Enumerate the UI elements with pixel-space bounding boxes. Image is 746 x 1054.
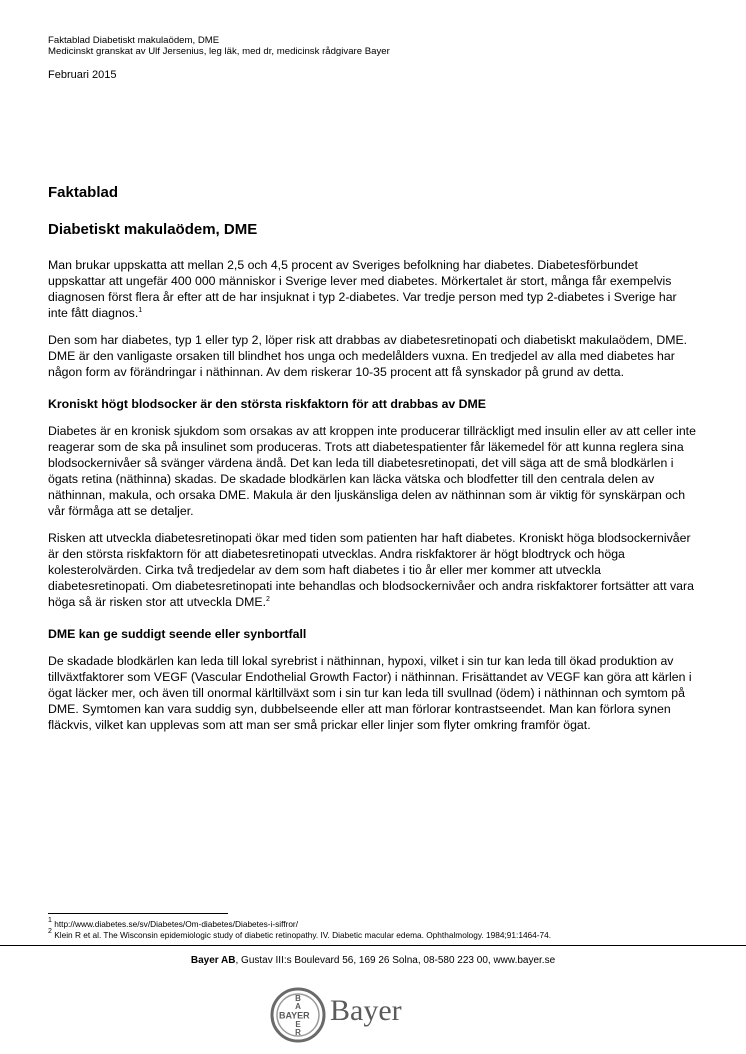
svg-text:B: B <box>295 994 301 1003</box>
section-heading: Kroniskt högt blodsocker är den största riskfaktorn för att drabbas av DME <box>48 397 486 411</box>
paragraph: Den som har diabetes, typ 1 eller typ 2, löper risk att drabbas av diabetesretinopati och diabetiskt makulaödem, DME. DME är den vanligaste orsaken till blindhet hos unga och medelålders vuxna. En tredjedel av alla med diabetes har någon form av förändringar i näthinnan. Av dem riskerar 10-35 procent att få synskador på grund av detta. <box>48 333 688 379</box>
footnotes <box>48 919 551 941</box>
logo-cross-horizontal: BAYER <box>279 1010 310 1021</box>
svg-text:E: E <box>295 1020 301 1029</box>
body-text <box>48 257 698 744</box>
footer-divider <box>0 945 746 946</box>
bayer-cross-icon <box>270 987 326 1043</box>
footnote-ref[interactable]: 1 <box>138 307 143 314</box>
paragraph: De skadade blodkärlen kan leda till lokal syrebrist i näthinnan, hypoxi, vilket i sin tur kan leda till ökad produktion av tillväxtfaktorer som VEGF (Vascular Endothelial Growth Factor) i näthinnan. Frisättandet av VEGF kan göra att kärlen i ögat läcker mer, och även till onormal kärltillväxt som i sin tur kan leda till svullnad (ödem) i näthinnan och symtom på DME. Symtomen kan vara suddig syn, dubbelseende eller att man förlorar kontrastseendet. Man kan förlora synen fläckvis, vilket kan upplevas som att man ser små prickar eller linjer som flyter omkring framför ögat. <box>48 654 692 732</box>
paragraph: Man brukar uppskatta att mellan 2,5 och 4,5 procent av Sveriges befolkning har diabetes. Diabetesförbundet uppskattar att ungefär 400 000 människor i Sverige lever med diabetes. Mörkertalet är stort, många får exempelvis diagnosen först flera år efter att de har insjuknat i typ 2-diabetes. Var tredje person med typ 2-diabetes i Sverige har inte fått diagnos.$^1$ <box>48 258 677 320</box>
logo-wordmark: Bayer <box>330 994 402 1027</box>
header-reviewer: Medicinskt granskat av Ulf Jersenius, leg läk, med dr, medicinsk rådgivare Bayer <box>48 46 390 57</box>
footnote-divider <box>48 913 228 914</box>
paragraph: Diabetes är en kronisk sjukdom som orsakas av att kroppen inte producerar tillräckligt med insulin eller av att celler inte reagerar som de ska på insulinet som produceras. Trots att diabetespatienter får läkemedel för att kunna reglera sina blodsockernivåer så svänger värdena ändå. Det kan leda till diabetesretinopati, det vill säga att de små blodkärlen i ögats retina (näthinna) skadas. De skadade blodkärlen kan läcka vätska och blodfetter till den centrala delen av näthinnan, makula, och orsaka DME. Makula är den ljuskänsliga delen av näthinnan som är viktig för synskärpan och vår förmåga att se detaljer. <box>48 424 696 518</box>
svg-text:R: R <box>295 1028 301 1037</box>
footnote-link[interactable]: http://www.diabetes.se/sv/Diabetes/Om-diabetes/Diabetes-i-siffror/ <box>54 919 299 929</box>
svg-text:A: A <box>295 1002 301 1011</box>
paragraph: Risken att utveckla diabetesretinopati ökar med tiden som patienten har haft diabetes. Kroniskt höga blodsockernivåer är den största riskfaktorn för att diabetesretinopati utvecklas. Andra riskfaktorer är högt blodtryck och höga kolesterolvärden. Cirka två tredjedelar av dem som haft diabetes i tio år eller mer kommer att utveckla diabetesretinopati. Om diabetesretinopati inte behandlas och blodsockernivåer och andra riskfaktorer fortsätter att vara höga så är risken stor att utveckla DME.$^2$ <box>48 531 694 609</box>
footer-address: , Gustav III:s Boulevard 56, 169 26 Solna, 08-580 223 00, www.bayer.se <box>235 955 556 966</box>
footnote-1: $^1$ http://www.diabetes.se/sv/Diabetes/Om-diabetes/Diabetes-i-siffror/ <box>48 917 299 929</box>
footer-company: Bayer AB <box>190 955 236 966</box>
header-date: Februari 2015 <box>48 69 117 81</box>
document-type: Faktablad <box>48 184 119 201</box>
footer-contact <box>0 955 746 966</box>
section-heading: DME kan ge suddigt seende eller synbortfall <box>48 627 307 641</box>
document-title: Diabetiskt makulaödem, DME <box>48 221 258 238</box>
running-header <box>48 35 390 57</box>
footnote-2: $^2$ Klein R et al. The Wisconsin epidemiologic study of diabetic retinopathy. IV. Diabetic macular edema. Ophthalmology. 1984;91:1464-74. <box>48 928 552 940</box>
header-title: Faktablad Diabetiskt makulaödem, DME <box>48 35 220 46</box>
bayer-logo <box>270 985 430 1045</box>
footnote-ref[interactable]: 2 <box>266 596 270 603</box>
